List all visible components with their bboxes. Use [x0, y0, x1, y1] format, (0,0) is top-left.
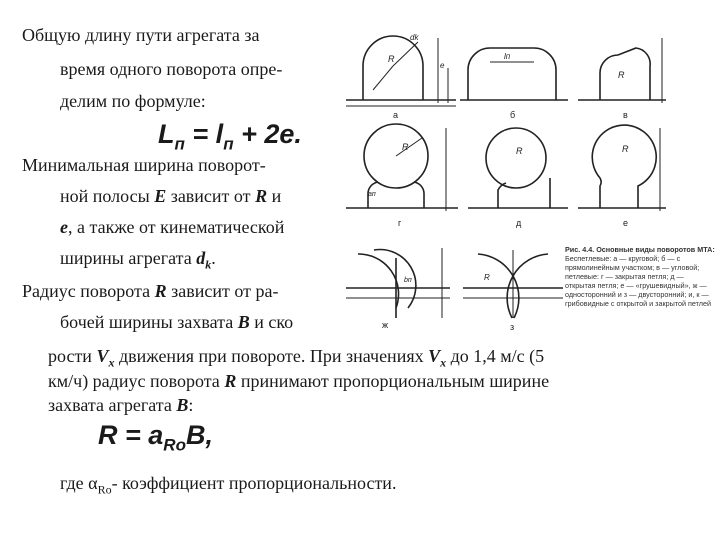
text-line: ширины агрегата $d_k$.: [60, 248, 216, 272]
panel-e: [578, 125, 666, 228]
panel-c: [578, 38, 666, 120]
panel-label: д: [516, 218, 522, 228]
svg-text:R: R: [388, 54, 395, 64]
text-line: делим по формуле:: [60, 91, 206, 111]
svg-text:R: R: [516, 146, 523, 156]
svg-text:e: e: [440, 61, 445, 70]
panel-label: г: [398, 218, 402, 228]
svg-text:R: R: [622, 144, 629, 154]
panel-label: з: [510, 322, 515, 332]
figure-caption: Рис. 4.4. Основные виды поворотов МТА: Беспетлевые: а — круговой; б — с прямолинейным участком; в — угловой; петлевые: г — закрытая петля; д — открытая петля; е — «грушевидный», ж — односторонний и з — двусторонний; и, к — грибовидные с открытой и закрытой петлей: [565, 245, 715, 308]
panel-label: ж: [382, 320, 389, 330]
text-line: время одного поворота опре-: [60, 59, 283, 79]
panel-label: б: [510, 110, 516, 120]
panel-d: [468, 128, 568, 228]
text-line: захвата агрегата B:: [48, 395, 194, 415]
panel-zh: [346, 248, 450, 330]
panel-z: [463, 250, 563, 332]
svg-text:R: R: [402, 142, 409, 152]
text-line: ной полосы E зависит от R и: [60, 186, 282, 206]
text-line: где $\alpha_{Ro}-$ коэффициент пропорциональности.: [60, 473, 397, 497]
formula-turn-radius: $R = a_{Ro}B$,: [98, 420, 213, 455]
panel-label: а: [393, 110, 399, 120]
svg-text:lп: lп: [504, 52, 511, 61]
panel-b: [460, 48, 568, 120]
svg-text:aп: aп: [368, 191, 376, 198]
text-line: км/ч) радиус поворота R принимают пропорциональным ширине: [48, 371, 550, 391]
text-line: рости $V_x$ движения при повороте. При значениях $V_x$ до 1,4 м/с (5: [48, 346, 545, 370]
text-line: Общую длину пути агрегата за: [22, 25, 260, 45]
panel-label: в: [623, 110, 628, 120]
text-line: бочей ширины захвата B и ско: [60, 312, 294, 332]
text-line: Минимальная ширина поворот-: [22, 155, 266, 175]
svg-text:dk: dk: [410, 33, 419, 42]
svg-text:bп: bп: [404, 277, 412, 284]
panel-g: [346, 124, 458, 228]
panel-label: е: [623, 218, 629, 228]
svg-text:R: R: [484, 273, 490, 282]
text-line: e, а также от кинематической: [60, 217, 285, 237]
formula-path-length: $L_п = l_п + 2e$.: [158, 119, 302, 154]
panel-a: [346, 33, 456, 120]
text-line: Радиус поворота R зависит от ра-: [22, 281, 279, 301]
svg-text:R: R: [618, 70, 625, 80]
